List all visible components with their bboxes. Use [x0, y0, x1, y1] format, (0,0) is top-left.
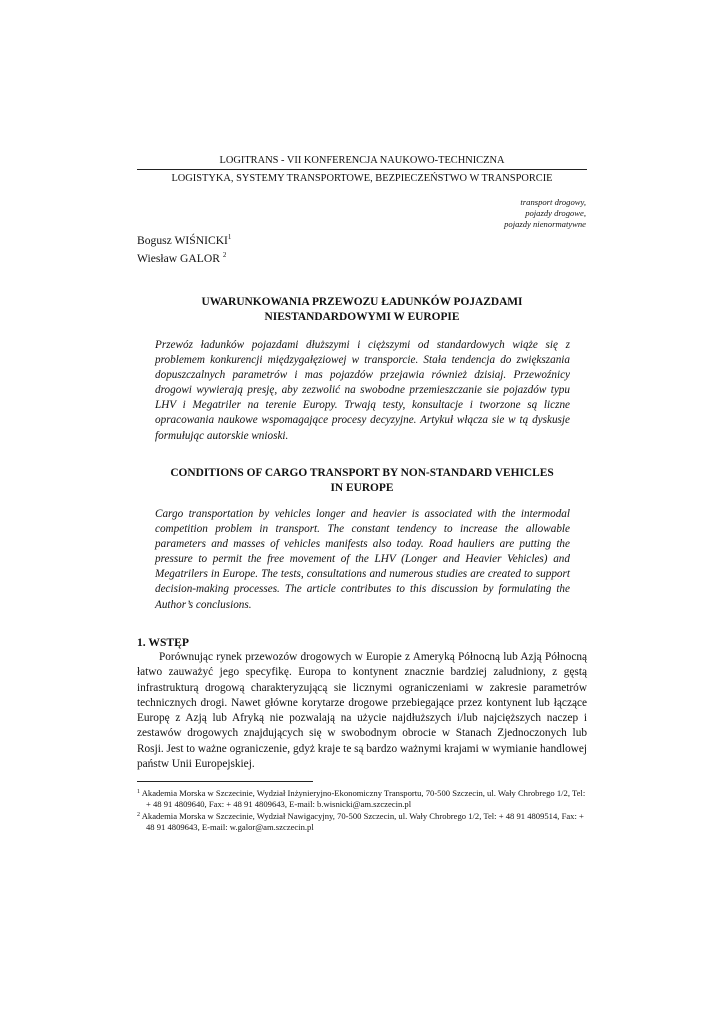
- keyword: transport drogowy,: [520, 197, 586, 207]
- footnote: $^2$ Akademia Morska w Szczecinie, Wydział Nawigacyjny, 70-500 Szczecin, ul. Wały Chrobrego 1/2, Tel: + 48 91 4809514, Fax: + 48 91 4809643, E-mail: w.galor@am.szczecin.pl: [137, 811, 584, 832]
- abstract-polish: Przewóz ładunków pojazdami dłuższymi i cięższymi od standardowych wiąże się z problemem konkurencji międzygałęziowej w transporcie. Stała tendencja do zwiększania dopuszczalnych parametrów i mas pojazdów przejawia również dzisiaj. Przewoźnicy drogowi wywierają presję, aby zezwolić na swobodne przemieszczanie sie pojazdów typu LHV i Megatriler na terenie Europy. Trwają testy, konsultacje i tworzone są liczne opracowania naukowe wspomagające procesy decyzyjne. Artykuł włącza sie w tą dyskusje formułując autorskie wnioski.: [155, 339, 570, 442]
- title-english: CONDITIONS OF CARGO TRANSPORT BY NON-STANDARD VEHICLES IN EUROPE: [170, 467, 554, 494]
- conference-name: LOGITRANS - VII KONFERENCJA NAUKOWO-TECHNICZNA: [137, 155, 587, 170]
- keyword: pojazdy nienormatywne: [504, 219, 586, 229]
- author: Wiesław GALOR $^2$: [137, 251, 227, 265]
- title-polish: UWARUNKOWANIA PRZEWOZU ŁADUNKÓW POJAZDAMI NIESTANDARDOWYMI W EUROPIE: [201, 296, 523, 323]
- author: Bogusz WIŚNICKI$^1$: [137, 233, 232, 247]
- section-heading: 1. WSTĘP: [137, 636, 189, 649]
- section-body: Porównując rynek przewozów drogowych w Europie z Ameryką Północną lub Azją Północną łatwo zauważyć jego specyfikę. Europa to kontynent znacznie bardziej zaludniony, z gęstą infrastrukturą drogową charakteryzującą sie licznymi ograniczeniami w zakresie parametrów technicznych drogi. Nawet główne korytarze drogowe przebiegające przez kontynent lub łączące Europę z Azją lub Afryką nie pozwalają na użycie najdłuższych i/lub najcięższych naczep i zestawów drogowych znajdujących się w swobodnym obrocie w Stanach Zjednoczonych lub Rosji. Jest to ważne ograniczenie, gdyż kraje te są bardzo ważnymi krajami w wymianie handlowej państw Unii Europejskiej.: [137, 651, 587, 771]
- conference-subtitle: LOGISTYKA, SYSTEMY TRANSPORTOWE, BEZPIECZEŃSTWO W TRANSPORCIE: [171, 173, 553, 184]
- keywords: [504, 197, 586, 230]
- footnote-separator: [137, 781, 313, 782]
- footnote-mark: 2: [222, 251, 227, 259]
- authors: [137, 230, 231, 266]
- abstract-english: Cargo transportation by vehicles longer and heavier is associated with the intermodal competition problem in transport. The constant tendency to increase the allowable parameters and masses of vehicles manifests also today. Road hauliers are putting the pressure to permit the free movement of the LHV (Longer and Heavier Vehicles) and Megatrilers in Europe. The tests, consultations and numerous studies are created to support decision-making processes. The article contributes to this discussion by formulating the Author’s conclusions.: [155, 508, 570, 611]
- footnote: $^1$ Akademia Morska w Szczecinie, Wydział Inżynieryjno-Ekonomiczny Transportu, 70-500 Szczecin, ul. Wały Chrobrego 1/2, Tel: + 48 91 4809640, Fax: + 48 91 4809643, E-mail: b.wisnicki@am.szczecin.pl: [137, 788, 586, 809]
- footnote-mark: 1: [227, 233, 232, 241]
- keyword: pojazdy drogowe,: [525, 208, 586, 218]
- footnotes: [137, 787, 587, 833]
- conference-header: [137, 155, 587, 184]
